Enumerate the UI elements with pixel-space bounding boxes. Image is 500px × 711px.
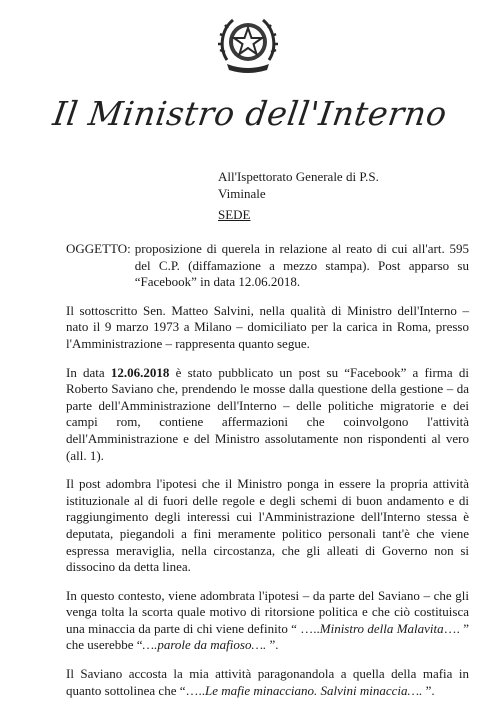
subject-line: [66, 241, 469, 291]
letter-body: [66, 241, 469, 711]
subject-label: OGGETTO:: [66, 241, 131, 256]
paragraph-5-quote: Le mafie minacciano. Salvini minaccia….: [205, 682, 426, 698]
addressee-line-2: Viminale: [218, 186, 266, 201]
paragraph-2: [66, 365, 469, 465]
paragraph-5-text-a: Il Saviano accosta la mia attività paragonandola a quella della mafia in quanto sottolinea che “…..: [66, 666, 469, 698]
paragraph-5-text-b: ”.: [425, 682, 435, 698]
paragraph-4-text-a: In questo contesto, viene adombrata l'ipotesi – da parte del Saviano – che gli venga tolta la scorta quale motivo di ritorsione politica e che ciò costituisca una minaccia da parte di chi viene definito “ …..: [66, 587, 469, 636]
paragraph-4-quote-2: ….parole da mafioso….: [142, 637, 270, 653]
ministry-letterhead-title: Il Ministro dell'Interno: [50, 94, 450, 133]
paragraph-4-text-c: ”.: [269, 637, 279, 653]
paragraph-4: [66, 588, 469, 654]
italian-republic-emblem-icon: [217, 12, 279, 76]
paragraph-1: Il sottoscritto Sen. Matteo Salvini, nella qualità di Ministro dell'Interno – nato il 9 marzo 1973 a Milano – domiciliato per la carica in Roma, presso l'Amministrazione – rappresenta quanto segue.: [66, 302, 469, 351]
paragraph-2-date: 12.06.2018: [110, 364, 170, 380]
paragraph-2-text-b: è stato pubblicato un post su “Facebook” a firma di Roberto Saviano che, prendendo le mosse dalla questione della gestione – da parte dell'Amministrazione dell'Interno – delle politiche migratorie e dei campi rom, contiene affermazioni che coinvolgono l'attività dell'Amministrazione e del Ministro assolutamente non rispondenti al vero (all. 1).: [66, 364, 470, 463]
paragraph-4-quote-1: Ministro della Malavita: [319, 620, 444, 636]
paragraph-5: [66, 666, 469, 699]
paragraph-2-text-a: In data: [66, 364, 111, 380]
addressee-block: [218, 168, 379, 202]
sede-label: SEDE: [218, 207, 251, 222]
paragraph-4-text-b: …. ” che userebbe “: [66, 620, 469, 653]
subject-text: proposizione di querela in relazione al reato di cui all'art. 595 del C.P. (diffamazione a mezzo stampa). Post apparso su “Facebook” in data 12.06.2018.: [134, 241, 469, 290]
addressee-line-1: All'Ispettorato Generale di P.S.: [218, 169, 379, 184]
paragraph-3: Il post adombra l'ipotesi che il Ministro ponga in essere la propria attività istituzionale al di fuori delle regole e degli schemi di buon andamento e di raggiungimento degli interessi cui l'Amministrazione dell'Interno stessa è deputata, piegandoli a fini meramente politico personali tant'è che viene espressa meraviglia, nella circostanza, che gli alleati di Governo non si dissocino da detta linea.: [66, 476, 469, 575]
